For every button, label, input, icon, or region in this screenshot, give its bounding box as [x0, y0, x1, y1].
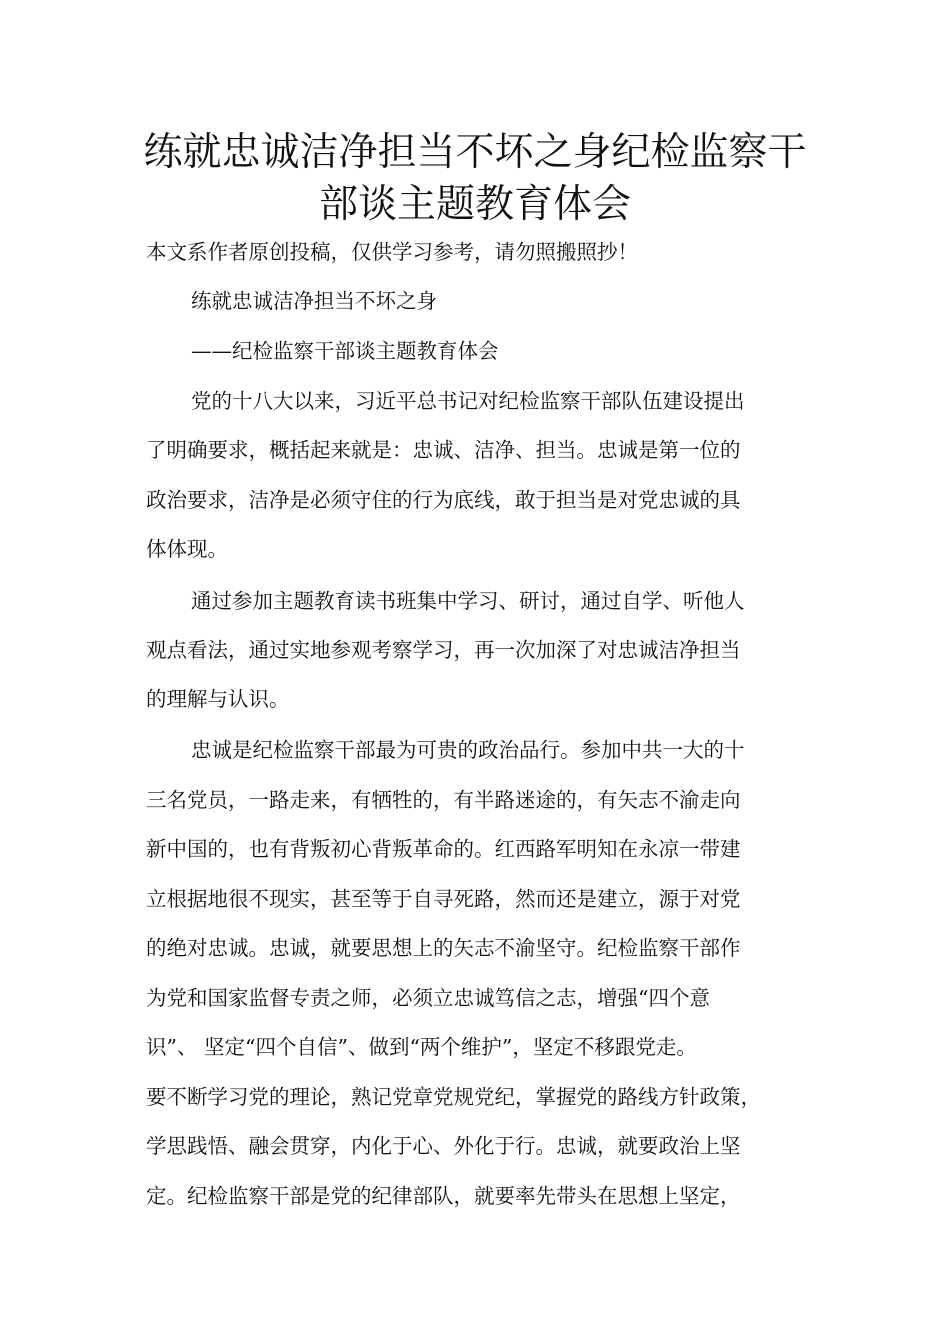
- document-title-line-2: 部谈主题教育体会: [318, 182, 631, 227]
- paragraph-1-line-3: 政治要求，洁净是必须守住的行为底线，敢于担当是对党忠诚的具: [146, 488, 741, 512]
- byline: ——纪检监察干部谈主题教育体会: [191, 339, 499, 363]
- paragraph-3-line-1: 忠诚是纪检监察干部最为可贵的政治品行。参加中共一大的十: [191, 738, 745, 762]
- paragraph-3-line-4: 立根据地很不现实，甚至等于自寻死路，然而还是建立，源于对党: [146, 887, 741, 911]
- subtitle-line: 练就忠诚洁净担当不坏之身: [191, 289, 437, 313]
- paragraph-2-line-3: 的理解与认识。: [146, 687, 290, 711]
- paragraph-3-line-6: 为党和国家监督专责之师，必须立忠诚笃信之志，增强“四个意: [146, 986, 710, 1010]
- paragraph-1-line-1: 党的十八大以来，习近平总书记对纪检监察干部队伍建设提出: [191, 389, 745, 413]
- notice-line: 本文系作者原创投稿，仅供学习参考，请勿照搬照抄！: [146, 240, 638, 264]
- paragraph-3-line-5: 的绝对忠诚。忠诚，就要思想上的矢志不渝坚守。纪检监察干部作: [146, 936, 741, 960]
- paragraph-3-line-8: 要不断学习党的理论，熟记党章党规党纪，掌握党的路线方针政策，: [146, 1085, 761, 1109]
- paragraph-3-line-3: 新中国的，也有背叛初心背叛革命的。红西路军明知在永凉一带建: [146, 837, 741, 861]
- paragraph-3-line-9: 学思践悟、融会贯穿，内化于心、外化于行。忠诚，就要政治上坚: [146, 1134, 741, 1158]
- paragraph-2-line-1: 通过参加主题教育读书班集中学习、研讨，通过自学、听他人: [191, 589, 745, 613]
- paragraph-1-line-4: 体体现。: [146, 537, 228, 561]
- paragraph-2-line-2: 观点看法，通过实地参观考察学习，再一次加深了对忠诚洁净担当: [146, 638, 741, 662]
- document-title-line-1: 练就忠诚洁净担当不坏之身纪检监察干: [143, 130, 807, 175]
- paragraph-3-line-10: 定。纪检监察干部是党的纪律部队，就要率先带头在思想上坚定，: [146, 1184, 741, 1208]
- paragraph-3-line-2: 三名党员，一路走来，有牺牲的，有半路迷途的，有矢志不渝走向: [146, 788, 741, 812]
- paragraph-3-line-7: 识”、 坚定“四个自信”、做到“两个维护”，坚定不移跟党走。: [146, 1035, 697, 1059]
- paragraph-1-line-2: 了明确要求，概括起来就是：忠诚、洁净、担当。忠诚是第一位的: [146, 438, 741, 462]
